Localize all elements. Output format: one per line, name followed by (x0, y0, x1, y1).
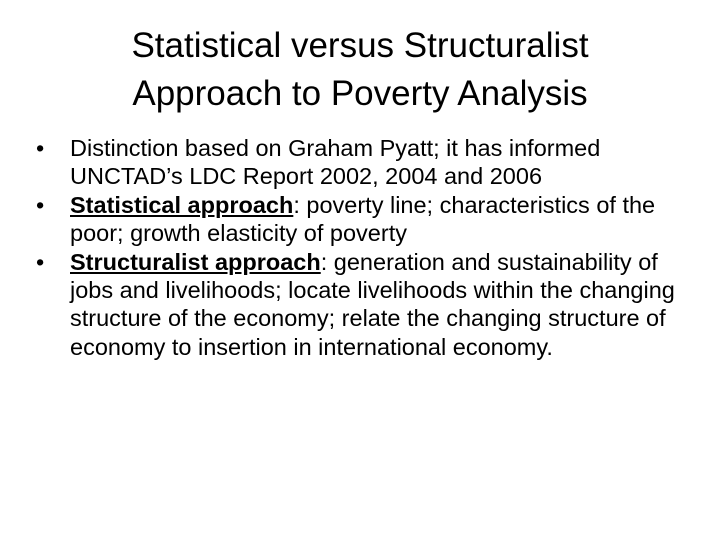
title-line-2: Approach to Poverty Analysis (132, 74, 588, 113)
slide-title (60, 22, 660, 118)
bullet-separator: : (320, 248, 328, 275)
bullet-marker: • (36, 135, 45, 161)
bullet-item-pyatt (36, 134, 686, 191)
bullet-marker: • (36, 248, 45, 275)
bullet-term: Structuralist approach (70, 248, 321, 275)
bullet-text: poverty line; characteristics of the poor; growth elasticity of poverty (70, 191, 656, 247)
title-line-1: Statistical versus Structuralist (131, 26, 589, 65)
bullet-item-structuralist (36, 248, 686, 362)
bullet-item-statistical (36, 191, 686, 248)
bullet-text: Distinction based on Graham Pyatt; it has informed UNCTAD’s LDC Report 2002, 2004 and 2006 (70, 135, 601, 190)
bullet-separator: : (293, 191, 300, 218)
bullet-list (36, 134, 686, 361)
bullet-marker: • (36, 191, 45, 218)
bullet-text: generation and sustainability of jobs and livelihoods; locate livelihoods within the changing structure of the economy; relate the changing structure of economy to insertion in international economy. (70, 248, 675, 360)
bullet-term: Statistical approach (70, 191, 294, 218)
